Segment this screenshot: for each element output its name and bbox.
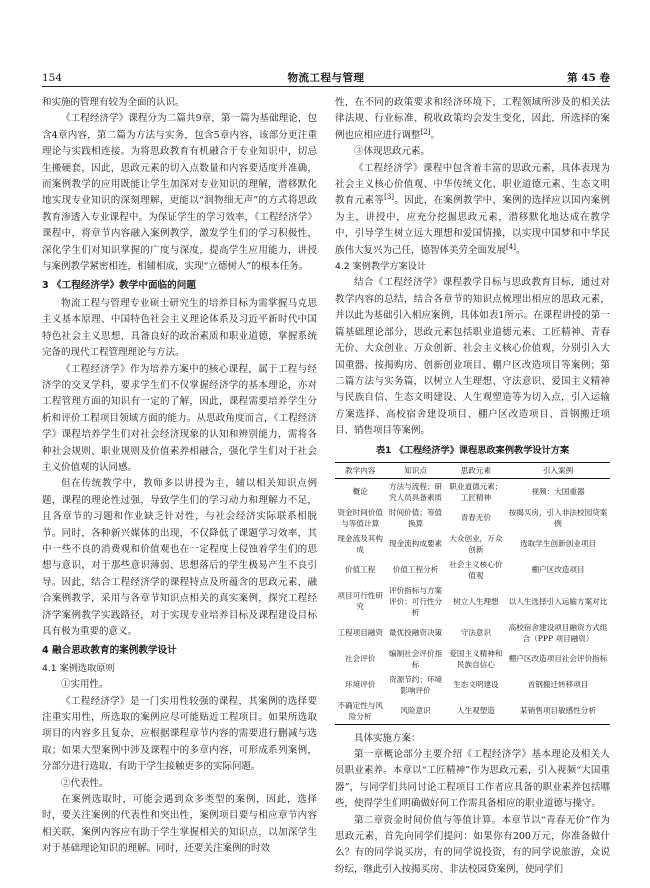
table-cell: 爱国主义精神和民族自信心 — [449, 648, 503, 669]
table-cell: 棚户区改造项目 — [531, 565, 585, 575]
table-cell: 工程项目融资 — [337, 628, 383, 638]
list-heading: ③体现思政元素。 — [354, 146, 431, 158]
table-cell: 选取学生创新创业项目 — [520, 539, 596, 549]
subsection-heading: 4.1 案例选取原则 — [42, 662, 115, 674]
table-cell: 价值工程 — [345, 565, 376, 575]
table-cell: 按揭买房，引入非法校园贷案例 — [508, 507, 608, 528]
table-cell: 环境评价 — [345, 680, 376, 690]
table-cell: 资金时间价值与等值计算 — [337, 507, 383, 528]
table-header-cell: 教学内容 — [335, 462, 385, 478]
table-row — [335, 646, 610, 672]
table-cell: 棚户区改造项目社会评价指标 — [508, 654, 608, 664]
table-header-cell: 思政元素 — [446, 462, 506, 478]
table-cell: 项目可行性研究 — [337, 591, 383, 612]
paragraph — [335, 95, 610, 144]
paragraph: 第二章资金时间价值与等值计算。本章节以“青春无价”作为思政元素，首先向同学们提问：如果你有200万元，你准备做什么？有的同学说买房，有的同学说投资，有的同学说旅游，众说纷纭，继此引入按揭买房、非法校园贷案例，使同学们 — [335, 814, 610, 875]
table-cell: 资源节约；环境影响评价 — [388, 674, 443, 695]
subsection-heading: 4.2 案例教学方案设计 — [335, 261, 427, 273]
list-heading: ①实用性。 — [61, 679, 109, 691]
table-cell: 青春无价 — [460, 513, 492, 523]
table-cell: 方法与流程；研究人员具备素质 — [388, 481, 443, 502]
table-cell: 概论 — [352, 487, 368, 497]
paragraph: 具体实施方案： — [354, 732, 421, 744]
text-run: 。 — [430, 129, 440, 141]
table-cell: 不确定性与风险分析 — [335, 698, 385, 725]
paragraph: 在案例选取时，可能会遇到众多类型的案例，因此，选择时，要关注案例的代表性和突出性，案例项目要与相应章节内容相关联，案例内容应有助于学生掌握相关的知识点，以加深学生对于基础理论知识的理解。同时，还要关注案例的时效 — [42, 794, 317, 855]
table-cell: 最优投融资决策 — [388, 628, 443, 638]
table-row — [335, 505, 610, 531]
paragraph: 但在传统教学中，教师多以讲授为主，辅以相关知识点例题，课程的理论性过强，导致学生们的学习动力和理解力不足，且各章节的习题和作业缺乏针对性，与社会经济实际联系相脱节。同时，各种新兴媒体的出现，不仅降低了课题学习效率，其中一些不良的消费观和价值观也在一定程度上侵蚀着学生们的思想与意识，对于那些意识薄弱、思想落后的学生极易产生不良引导。因此，结合工程经济学的课程特点及所蕴含的思政元素，融合案例教学，采用与各章节知识点相关的真实案例，探究工程经济学案例教学实践路径，对于实现专业培养目标及课程建设目标具有极为重要的意义。 — [42, 478, 317, 637]
text-run: 。因此，在案例教学中，案例的选择应以国内案例为主，讲授中，应充分挖掘思政元素，潜移默化地达成在教学中，引导学生树立远大理想和爱国情操，以实现中国梦和中华民族伟大复兴为己任，德智体美劳全面发展 — [335, 195, 610, 256]
left-column — [42, 95, 317, 858]
paragraph — [335, 161, 610, 259]
paragraph: 《工程经济学》是一门实用性较强的课程，其案例的选择要注重实用性，所选取的案例应尽可能贴近工程项目。如果所选取项目的内容多且复杂，应根据课程章节内容的需要进行删减与选取；如果大型案例中涉及课程中的多章内容，可形成系列案例，分部分进行选取，有助于学生接触更多的实际问题。 — [42, 695, 317, 773]
list-heading: ②代表性。 — [61, 777, 109, 789]
table-row — [335, 478, 610, 505]
table-cell: 人生观塑造 — [446, 698, 506, 725]
journal-name: 物流工程与管理 — [287, 72, 365, 84]
paragraph: 《工程经济学》作为培养方案中的核心课程，属于工程与经济学的交叉学科，要求学生们不仅掌握经济学的基本理论，亦对工程管理方面的知识有一定的了解，因此，课程需要培养学生分析和评价工程项目领域方面的能力。从思政角度而言，《工程经济学》课程培养学生们对社会经济现象的认知和辨别能力，需将各种社会规则、职业规则及价值素养相融合，强化学生们对于社会主义价值观的认同感。 — [42, 363, 317, 473]
table-cell: 以人生选择引入运输方案对比 — [508, 596, 608, 606]
page-header — [42, 70, 610, 87]
table-header-cell: 知识点 — [385, 462, 445, 478]
table-cell: 高校宿舍建设项目融资方式组合（PPP 项目融资） — [508, 622, 608, 643]
right-column — [335, 95, 610, 878]
table-header-cell: 引入案例 — [506, 462, 610, 478]
section-heading: 3 《工程经济学》教学中面临的问题 — [42, 280, 196, 292]
table-cell: 社会评价 — [345, 654, 376, 664]
table-cell: 首钢搬迁转移项目 — [527, 680, 589, 690]
table-cell: 价值工程分析 — [392, 565, 439, 575]
table-cell: 评价指标与方案评价；可行性分析 — [388, 585, 443, 617]
table-row — [335, 672, 610, 698]
citation: [3] — [384, 193, 395, 202]
paragraph: 和实施的管理有较为全面的认识。 — [42, 97, 185, 108]
paragraph: 物流工程与管理专业硕士研究生的培养目标为需掌握马克思主义基本原理、中国特色社会主义理论体系及习近平新时代中国特色社会主义思想，具备良好的政治素质和职业道德，掌握系统完备的现代工程管理理论与方法。 — [42, 297, 317, 359]
table-caption: 表1 《工程经济学》课程思政案例教学设计方案 — [375, 444, 570, 456]
table-row — [335, 583, 610, 620]
text-run: 。 — [515, 244, 526, 256]
table-cell: 时间价值；等值换算 — [388, 507, 443, 528]
table-cell: 编制社会评价指标 — [388, 648, 443, 669]
table-row — [335, 531, 610, 557]
table-cell: 风险意识 — [385, 698, 445, 725]
citation: [2] — [420, 127, 431, 136]
table-cell: 生态文明建设 — [453, 680, 499, 690]
table-row — [335, 698, 610, 725]
paragraph: 第一章概论部分主要介绍《工程经济学》基本理论及相关人员职业素养。本章以“工匠精神”作为思政元素，引入视频“大国重器”，与同学们共同讨论工程项目工作者应具备的职业素养包括哪些，使得学生们明确做好何工作需具备相应的职业道德与操守。 — [335, 748, 610, 810]
paragraph: 结合《工程经济学》课程教学目标与思政教育目标，通过对教学内容的总结，结合各章节的知识点梳理出相应的思政元素，并以此为基础引入相应案例，具体如表1所示。在课程讲授的第一篇基础理论部分，思政元素包括职业道德元素、工匠精神、青春无价、大众创业、万众创新、社会主义核心价值观，分别引入大国重器、按揭购房、创新创业项目、棚户区改造项目等案例；第二篇方法与实务篇，以树立人生理想、守法意识、爱国主义精神与民族自信、生态文明建设、人生观塑造等为切入点，引入运输方案选择、高校宿舍建设项目、棚户区改造项目、首钢搬迁项目、销售项目等案例。 — [335, 277, 610, 437]
paragraph: 《工程经济学》课程分为二篇共9章，第一篇为基础理论，包含4章内容，第二篇为方法与实务，包含5章内容，该部分更注重理论与实践相连接。为将思政教育有机融合于专业知识中，切忌生搬硬套，因此，思政元素的切入点数量和内容要适度并准确，而案例教学的应用既能让学生加深对专业知识的理解，潜移默化地实现专业知识的深刻理解，更能以“润物细无声”的方式将思政教育渗透入专业课程中。为保证学生的学习效率，《工程经济学》课程中，将章节内容融入案例教学，激发学生们的学习积极性，深化学生们对知识掌握的广度与深度，提高学生应用能力，讲授与案例教学紧密相连，相辅相成，实现“立德树人”的根本任务。 — [42, 113, 317, 273]
table-cell: 守法意识 — [460, 628, 492, 638]
text-run: 性，在不同的政策要求和经济环境下，工程领域所涉及的相关法律法规、行业标准、税收政策均会发生变化，因此，所选择的案例也应相应进行调整 — [335, 97, 610, 141]
table-cell: 社会主义核心价值观 — [449, 559, 503, 580]
case-design-table — [335, 462, 610, 725]
page-number: 154 — [42, 72, 63, 84]
citation: [4] — [506, 242, 516, 251]
table-cell: 某销售项目敏感性分析 — [506, 698, 610, 725]
text-run: 《工程经济学》课程中包含着丰富的思政元素，具体表现为社会主义核心价值观、中华传统文化、职业道德元素、生态文明教育元素等 — [335, 162, 610, 207]
table-cell: 树立人生理想 — [453, 596, 499, 606]
table-cell: 现金流及其构成 — [337, 533, 383, 554]
table-cell: 职业道德元素；工匠精神 — [449, 481, 503, 502]
table-cell: 视频：大国重器 — [531, 487, 585, 497]
table-header-row — [335, 462, 610, 478]
table-row — [335, 557, 610, 583]
volume-label: 第 45 卷 — [567, 72, 610, 84]
table-row — [335, 620, 610, 646]
table-cell: 现金流构成要素 — [388, 539, 443, 549]
table-cell: 大众创业，万众创新 — [449, 533, 503, 554]
section-heading: 4 融合思政教育的案例教学设计 — [42, 645, 177, 657]
